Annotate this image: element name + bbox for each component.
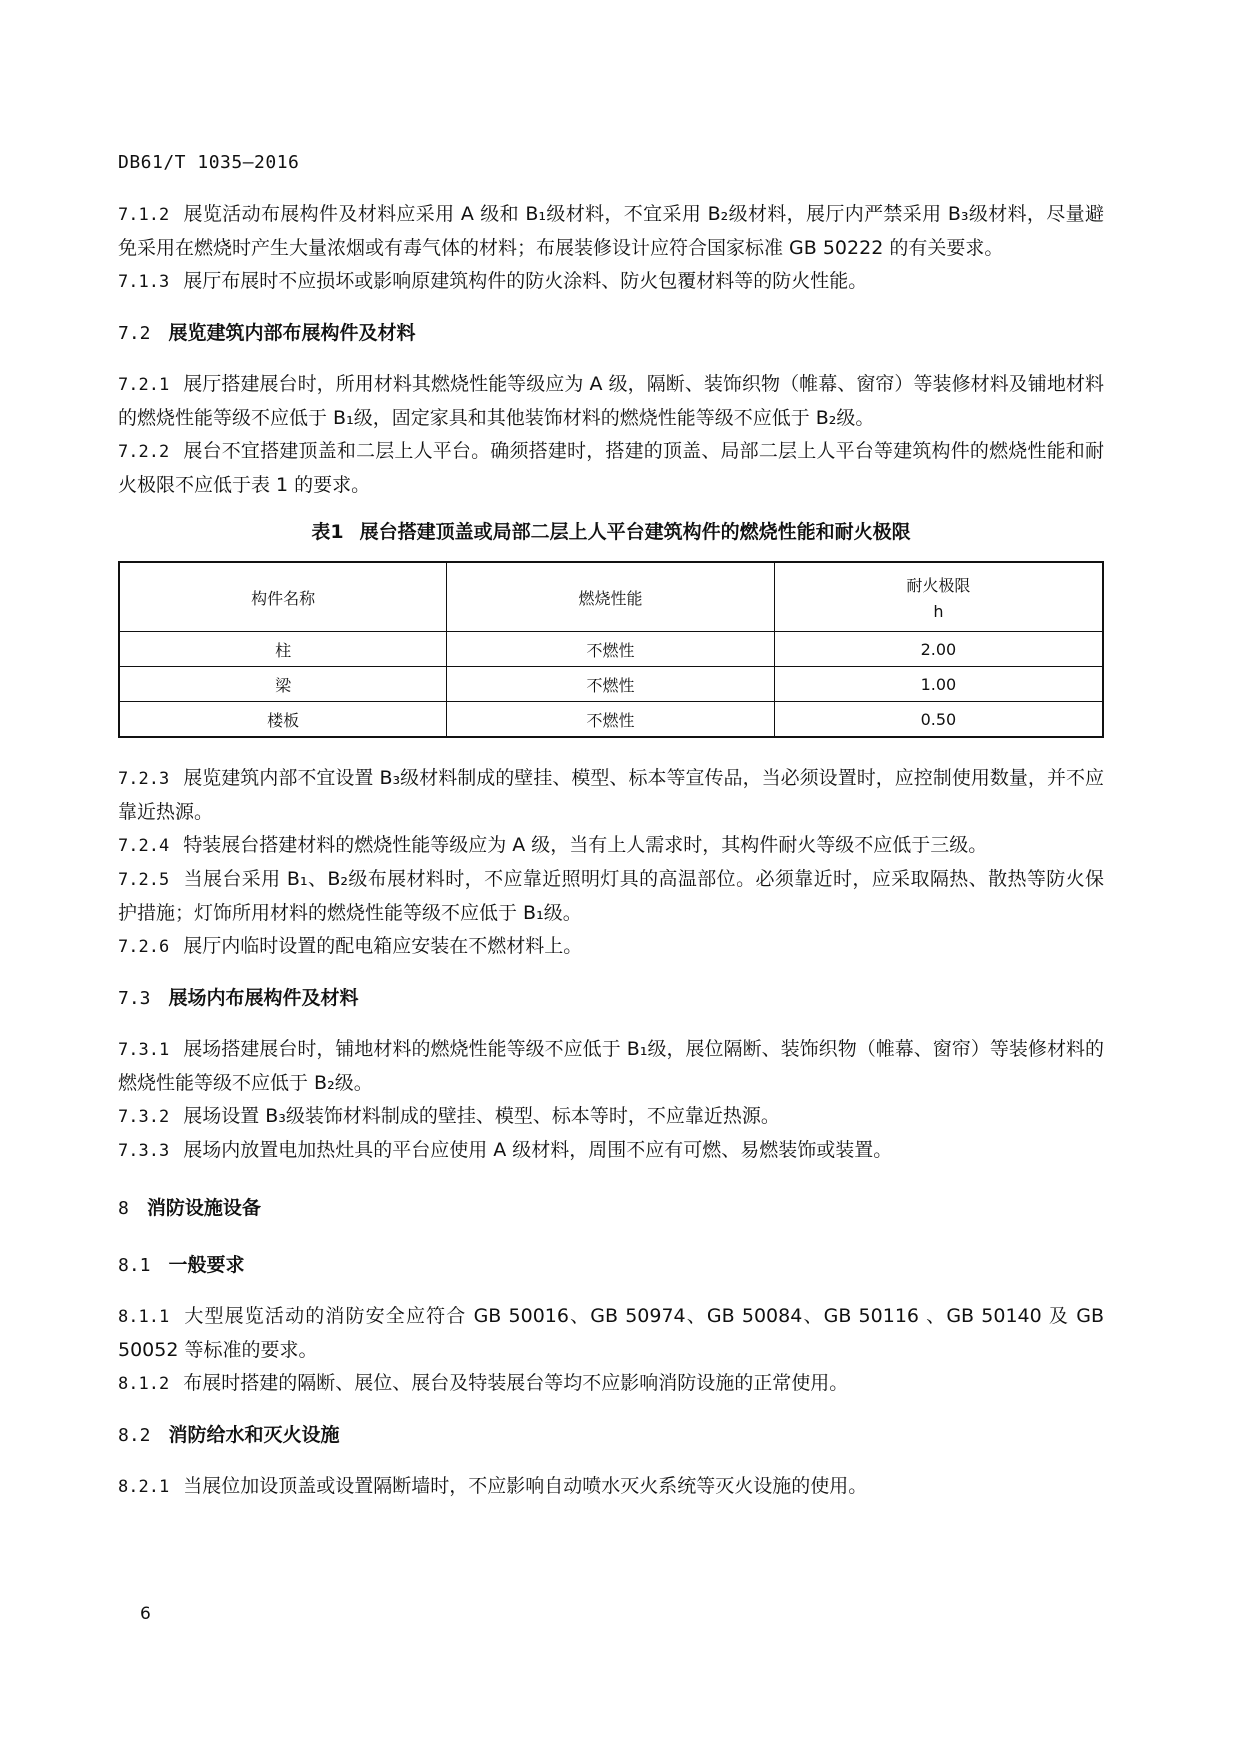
cell-name: 梁: [119, 667, 447, 702]
clause-7-3-1: 7.3.1 展场搭建展台时，铺地材料的燃烧性能等级不应低于 B₁级，展位隔断、装饰织物（帷幕、窗帘）等装修材料的燃烧性能等级不应低于 B₂级。: [118, 1038, 1104, 1094]
section-heading-8-2: 8.2 消防给水和灭火设施: [118, 1424, 340, 1446]
cell-name: 柱: [119, 632, 447, 667]
table-header-row: [119, 562, 1103, 632]
section-heading-8-1: 8.1 一般要求: [118, 1254, 245, 1276]
section-heading-7-3: 7.3 展场内布展构件及材料: [118, 987, 359, 1009]
cell-limit: 2.00: [774, 632, 1103, 667]
chapter-heading-8: 8 消防设施设备: [118, 1197, 261, 1219]
table-row: [119, 667, 1103, 702]
cell-limit: 0.50: [774, 702, 1103, 738]
clause-7-2-5: 7.2.5 当展台采用 B₁、B₂级布展材料时，不应靠近照明灯具的高温部位。必须靠近时，应采取隔热、散热等防火保护措施；灯饰所用材料的燃烧性能等级不应低于 B₁级。: [118, 868, 1104, 924]
table-row: [119, 632, 1103, 667]
cell-name: 楼板: [119, 702, 447, 738]
clause-7-3-3: 7.3.3 展场内放置电加热灶具的平台应使用 A 级材料，周围不应有可燃、易燃装饰或装置。: [118, 1139, 893, 1161]
clause-7-2-2: 7.2.2 展台不宜搭建顶盖和二层上人平台。确须搭建时，搭建的顶盖、局部二层上人平台等建筑构件的燃烧性能和耐火极限不应低于表 1 的要求。: [118, 440, 1104, 496]
table-row: [119, 702, 1103, 738]
clause-7-1-2: 7.1.2 展览活动布展构件及材料应采用 A 级和 B₁级材料，不宜采用 B₂级材料，展厅内严禁采用 B₃级材料，尽量避免采用在燃烧时产生大量浓烟或有毒气体的材料；布展装修设计应符合国家标准 GB 50222 的有关要求。: [118, 203, 1104, 259]
clause-8-1-2: 8.1.2 布展时搭建的隔断、展位、展台及特装展台等均不应影响消防设施的正常使用。: [118, 1372, 849, 1394]
table-caption: 表1 展台搭建顶盖或局部二层上人平台建筑构件的燃烧性能和耐火极限: [311, 521, 911, 543]
cell-combustion: 不燃性: [447, 702, 775, 738]
cell-limit: 1.00: [774, 667, 1103, 702]
clause-8-1-1: 8.1.1 大型展览活动的消防安全应符合 GB 50016、GB 50974、GB 50084、GB 50116 、GB 50140 及 GB 50052 等标准的要求。: [118, 1305, 1104, 1361]
clause-7-3-2: 7.3.2 展场设置 B₃级装饰材料制成的壁挂、模型、标本等时，不应靠近热源。: [118, 1105, 780, 1127]
header-fire-limit-unit: h: [933, 602, 944, 621]
clause-7-2-3: 7.2.3 展览建筑内部不宜设置 B₃级材料制成的壁挂、模型、标本等宣传品，当必须设置时，应控制使用数量，并不应靠近热源。: [118, 767, 1104, 823]
page-content: [118, 198, 1104, 1504]
clause-7-2-1: 7.2.1 展厅搭建展台时，所用材料其燃烧性能等级应为 A 级，隔断、装饰织物（帷幕、窗帘）等装修材料及铺地材料的燃烧性能等级不应低于 B₁级，固定家具和其他装饰材料的燃烧性能等级不应低于 B₂级。: [118, 373, 1104, 429]
page-number: 6: [140, 1604, 151, 1624]
clause-8-2-1: 8.2.1 当展位加设顶盖或设置隔断墙时，不应影响自动喷水灭火系统等灭火设施的使用。: [118, 1475, 868, 1497]
document-code: DB61/T 1035—2016: [118, 152, 300, 173]
section-heading-7-2: 7.2 展览建筑内部布展构件及材料: [118, 322, 416, 344]
clause-7-2-6: 7.2.6 展厅内临时设置的配电箱应安装在不燃材料上。: [118, 935, 583, 957]
cell-combustion: 不燃性: [447, 632, 775, 667]
cell-combustion: 不燃性: [447, 667, 775, 702]
header-component-name: 构件名称: [119, 562, 447, 632]
clause-7-1-3: 7.1.3 展厅布展时不应损坏或影响原建筑构件的防火涂料、防火包覆材料等的防火性能。: [118, 270, 868, 292]
header-fire-limit: 耐火极限 h: [774, 562, 1103, 632]
clause-7-2-4: 7.2.4 特装展台搭建材料的燃烧性能等级应为 A 级，当有上人需求时，其构件耐火等级不应低于三级。: [118, 834, 988, 856]
header-combustion: 燃烧性能: [447, 562, 775, 632]
fire-resistance-table: [118, 561, 1104, 738]
